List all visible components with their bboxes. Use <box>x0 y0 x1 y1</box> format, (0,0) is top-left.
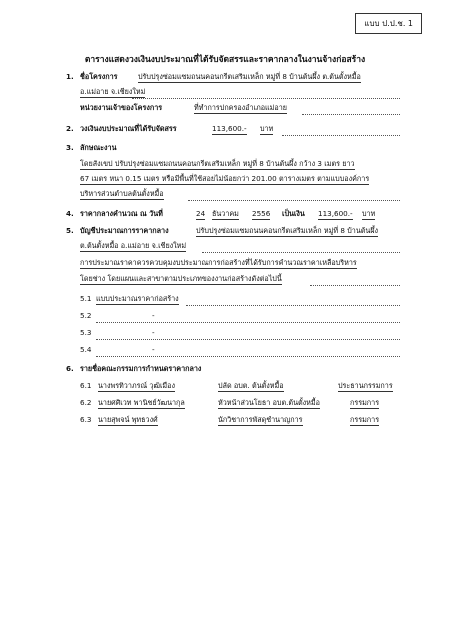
fill-line <box>96 322 400 323</box>
price-date-day: 24 <box>196 209 206 218</box>
price-list-line3: การประมาณราคาควรควบคุมงบประมาณการก่อสร้างที่ได้รับการคำนวณราคาเหลือบริหาร <box>80 258 357 267</box>
work-description-line1: โดยสังเขป ปรับปรุงซ่อมแซมถนนคอนกรีตเสริมเหล็ก หมู่ที่ 8 บ้านต้นผึ้ง กว้าง 3 เมตร ยาว <box>80 159 355 168</box>
section-1-label: ชื่อโครงการ <box>80 72 118 81</box>
price-unit: บาท <box>362 209 376 218</box>
section-4-number: 4. <box>66 209 74 218</box>
committee-member-name: นางพรทิวาภรณ์ วุฒิเมือง <box>98 381 175 390</box>
price-list-line2: ต.ต้นตั้งหมื้อ อ.แม่อาย จ.เชียงใหม่ <box>80 241 187 250</box>
price-list-line1: ปรับปรุงซ่อมแซมถนนคอนกรีตเสริมเหล็ก หมู่ที่ 8 บ้านต้นผึ้ง <box>196 226 379 235</box>
committee-member-name: นายศศิเวท พานิชย์วัฒนากุล <box>98 398 185 407</box>
price-item-number: 5.2 <box>80 311 92 320</box>
budget-unit: บาท <box>260 124 274 133</box>
price-amount-label: เป็นเงิน <box>282 209 305 218</box>
committee-member-position: นักวิชาการพัสดุชำนาญการ <box>218 415 303 424</box>
fill-line <box>132 98 400 99</box>
section-3-label: ลักษณะงาน <box>80 143 117 152</box>
committee-member-number: 6.3 <box>80 415 92 424</box>
budget-amount: 113,600.- <box>212 124 247 133</box>
committee-member-name: นายสุพจน์ พุทธวงศ์ <box>98 415 158 424</box>
committee-member-role: กรรมการ <box>350 415 380 424</box>
fill-line <box>186 305 400 306</box>
price-item-number: 5.4 <box>80 345 92 354</box>
section-5-number: 5. <box>66 226 74 235</box>
fill-line <box>310 285 400 286</box>
fill-line <box>282 135 400 136</box>
fill-line <box>202 252 400 253</box>
project-name-line1: ปรับปรุงซ่อมแซมถนนคอนกรีตเสริมเหล็ก หมู่ที่ 8 บ้านต้นผึ้ง ต.ต้นตั้งหมื้อ <box>138 72 361 81</box>
committee-member-number: 6.2 <box>80 398 92 407</box>
fill-line <box>96 356 400 357</box>
work-description-line2: 67 เมตร หนา 0.15 เมตร หรือมีพื้นที่ใช้สอยไม่น้อยกว่า 201.00 ตารางเมตร ตามแบบองค์การ <box>80 174 370 183</box>
section-2-number: 2. <box>66 124 74 133</box>
price-item-text: - <box>152 328 155 337</box>
committee-member-position: ปลัด อบต. ต้นตั้งหมื้อ <box>218 381 284 390</box>
price-item-number: 5.1 <box>80 294 92 303</box>
work-description-line3: บริหารส่วนตำบลต้นตั้งหมื้อ <box>80 189 164 198</box>
section-6-label: รายชื่อคณะกรรมการกำหนดราคากลาง <box>80 364 202 373</box>
fill-line <box>96 339 400 340</box>
agency-value: ที่ทำการปกครองอำเภอแม่อาย <box>194 103 287 112</box>
form-code-box: แบบ ป.ป.ช. 1 <box>355 13 422 34</box>
section-6-number: 6. <box>66 364 74 373</box>
section-4-label: ราคากลางคำนวณ ณ วันที่ <box>80 209 163 218</box>
project-name-line2: อ.แม่อาย จ.เชียงใหม่ <box>80 87 146 96</box>
section-5-label: บัญชีประมาณการราคากลาง <box>80 226 169 235</box>
price-list-line4: โดยช่าง โดยแผนและสาขาตามประเภทของงานก่อสร้างดังต่อไปนี้ <box>80 274 282 283</box>
price-date-year: 2556 <box>252 209 271 218</box>
price-item-text: แบบประมาณราคาก่อสร้าง <box>96 294 179 303</box>
document-title: ตารางแสดงวงเงินงบประมาณที่ได้รับจัดสรรและราคากลางในงานจ้างก่อสร้าง <box>84 55 366 65</box>
price-item-number: 5.3 <box>80 328 92 337</box>
committee-member-role: กรรมการ <box>350 398 380 407</box>
committee-member-position: หัวหน้าส่วนโยธา อบต.ต้นตั้งหมื้อ <box>218 398 320 407</box>
fill-line <box>188 200 400 201</box>
section-1-number: 1. <box>66 72 74 81</box>
price-amount: 113,600.- <box>318 209 353 218</box>
section-3-number: 3. <box>66 143 74 152</box>
price-date-month: ธันวาคม <box>212 209 239 218</box>
price-item-text: - <box>152 311 155 320</box>
section-2-label: วงเงินงบประมาณที่ได้รับจัดสรร <box>80 124 177 133</box>
price-item-text: - <box>152 345 155 354</box>
committee-member-role: ประธานกรรมการ <box>338 381 393 390</box>
agency-label: หน่วยงานเจ้าของโครงการ <box>80 103 163 112</box>
committee-member-number: 6.1 <box>80 381 92 390</box>
fill-line <box>302 114 400 115</box>
